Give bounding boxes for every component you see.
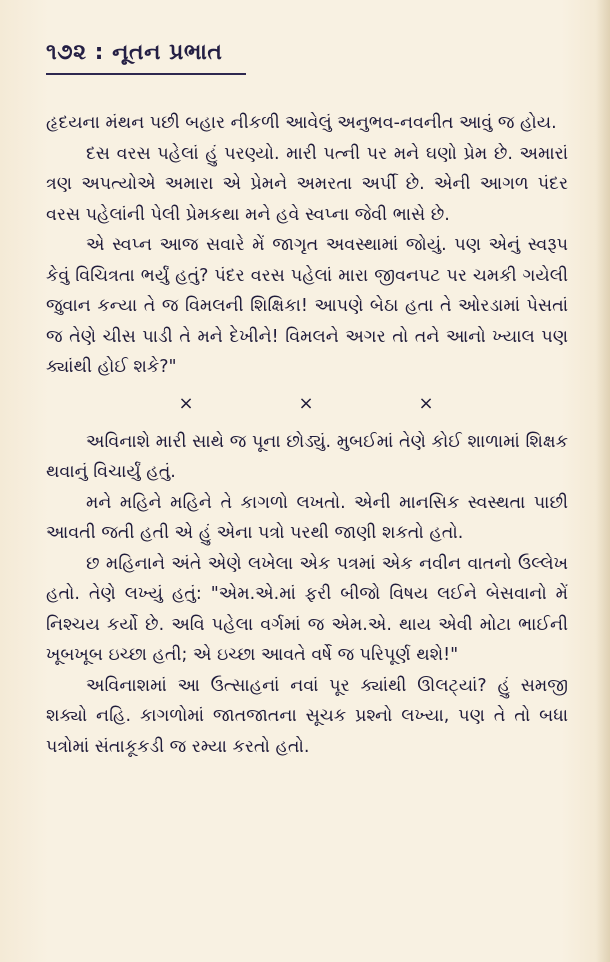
page-edge-shadow (596, 0, 610, 962)
separator-mark: × (298, 392, 314, 414)
paragraph: અવિનાશમાં આ ઉત્સાહનાં નવાં પૂર ક્યાંથી ઊલટ્યાં? હું સમજી શક્યો નહિ. કાગળોમાં જાતજાતના સૂચક પ્રશ્નો લખ્યા, પણ તે તો બધા પત્રોમાં સંતાકૂકડી જ રમ્યા કરતો હતો. (46, 675, 568, 757)
paragraph: અવિનાશે મારી સાથે જ પૂના છોડ્યું. મુબઈમાં તેણે કોઈ શાળામાં શિક્ષક થવાનું વિચાર્યું હતું. (46, 431, 568, 482)
page-number-and-title: ૧૭૨ : નૂતન પ્રભાત (46, 40, 223, 65)
paragraph: છ મહિનાને અંતે એણે લખેલા એક પત્રમાં એક નવીન વાતનો ઉલ્લેખ હતો. તેણે લખ્યું હતું: "એમ.એ.માં ફરી બીજો વિષય લઈને બેસવાનો મેં નિશ્ચય કર્યો છે. અવિ પહેલા વર્ગમાં જ એમ.એ. થાય એવી મોટા ભાઈની ખૂબખૂબ ઇચ્છા હતી; એ ઇચ્છા આવતે વર્ષે જ પરિપૂર્ણ થશે!" (46, 553, 568, 665)
section-separator (126, 389, 486, 419)
paragraph: દસ વરસ પહેલાં હું પરણ્યો. મારી પત્ની પર મને ઘણો પ્રેમ છે. અમારાં ત્રણ અપત્યોએ અમારા એ પ્રેમને અમરતા અર્પી છે. એની આગળ પંદર વરસ પહેલાંની પેલી પ્રેમકથા મને હવે સ્વપ્ના જેવી ભાસે છે. (46, 143, 568, 225)
separator-mark: × (418, 392, 434, 414)
page-header (46, 40, 276, 75)
paragraph: એ સ્વપ્ન આજ સવારે મેં જાગૃત અવસ્થામાં જોયું. પણ એનું સ્વરૂપ કેવું વિચિત્રતા ભર્યું હતું? પંદર વરસ પહેલાં મારા જીવનપટ પર ચમકી ગયેલી જુવાન કન્યા તે જ વિમલની શિક્ષિકા! આપણે બેઠા હતા તે ઓરડામાં પેસતાં જ તેણે ચીસ પાડી તે મને દેખીને! વિમલને અગર તો તને આનો ખ્યાલ પણ ક્યાંથી હોઈ શકે?" (46, 235, 568, 377)
page-body (46, 108, 568, 762)
separator-mark: × (178, 392, 194, 414)
header-underline (46, 73, 246, 75)
paragraph: હૃદયના મંથન પછી બહાર નીકળી આવેલું અનુભવ-નવનીત આવું જ હોય. (46, 113, 557, 133)
paragraph: મને મહિને મહિને તે કાગળો લખતો. એની માનસિક સ્વસ્થતા પાછી આવતી જતી હતી એ હું એના પત્રો પરથી જાણી શકતો હતો. (46, 492, 568, 543)
